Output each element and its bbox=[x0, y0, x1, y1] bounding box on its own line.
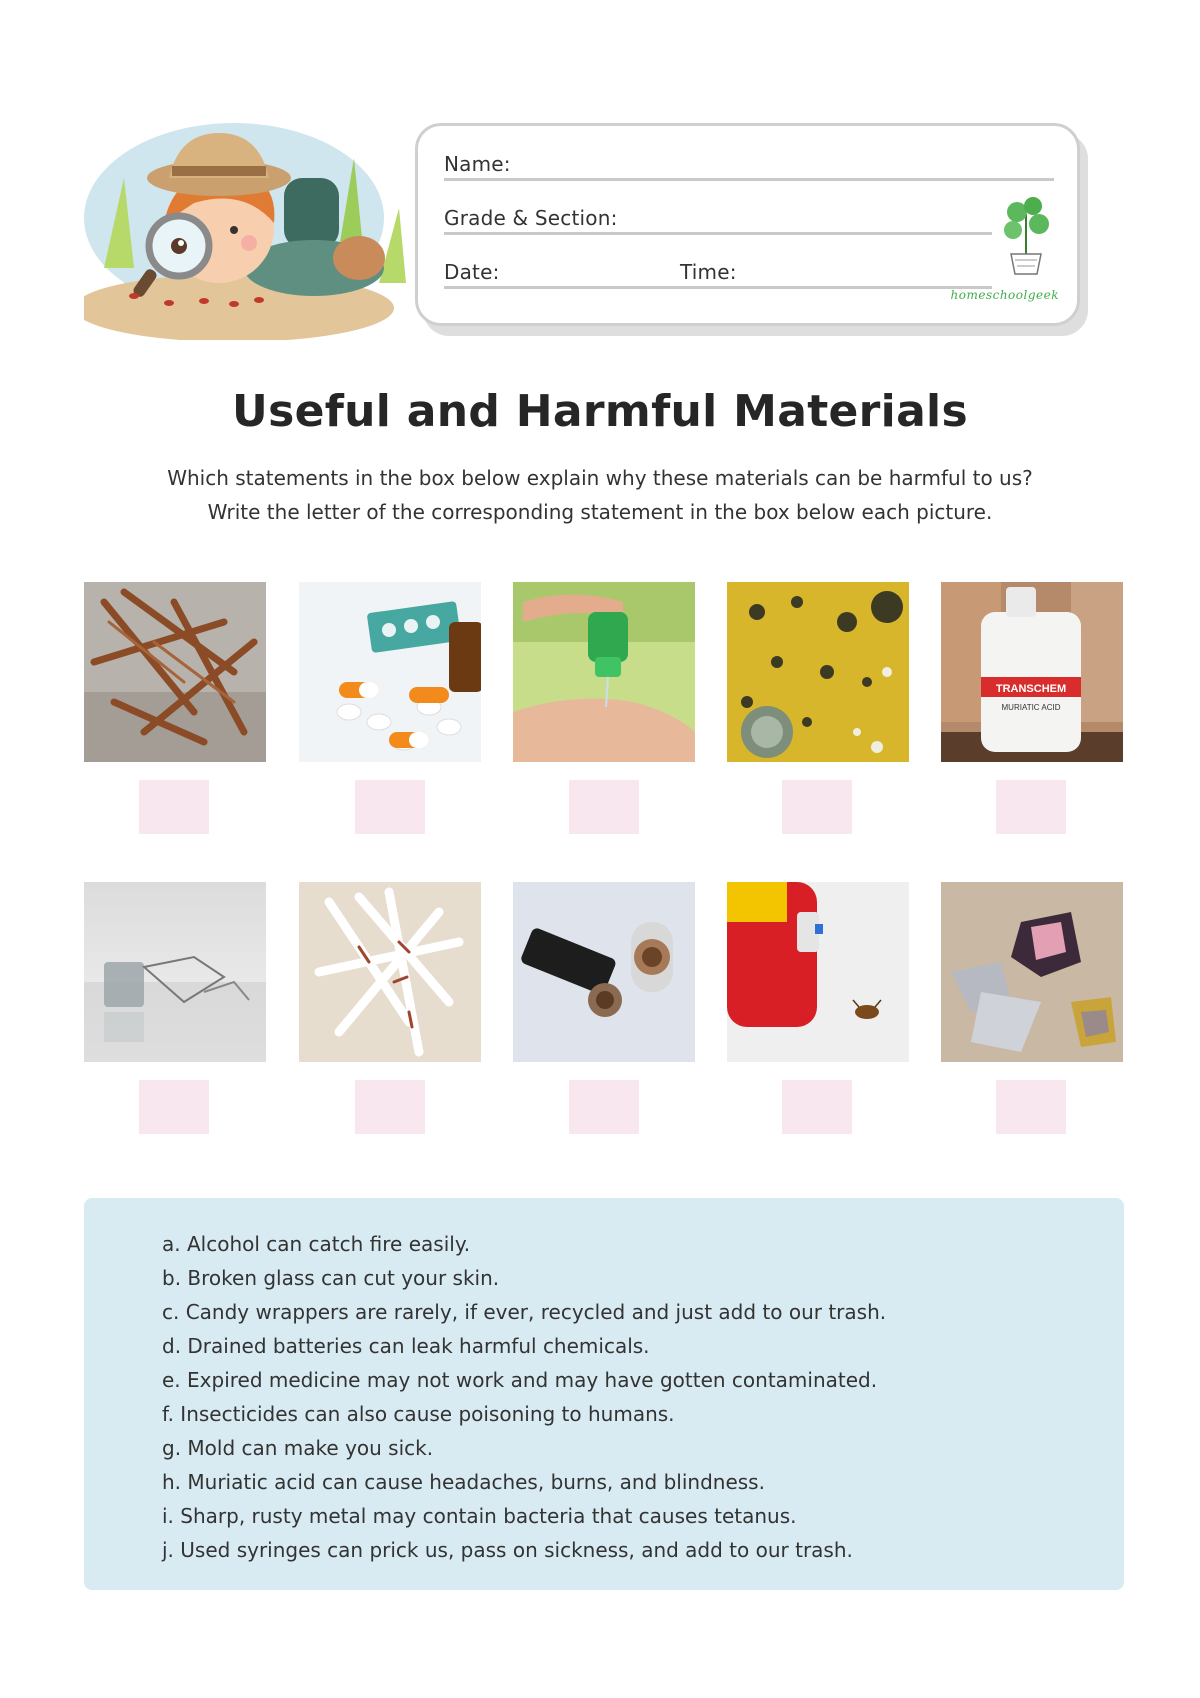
muriatic-acid-icon bbox=[941, 582, 1123, 762]
expired-medicine-icon bbox=[299, 582, 481, 762]
statement-d: d. Drained batteries can leak harmful chemicals. bbox=[162, 1334, 650, 1358]
statement-f: f. Insecticides can also cause poisoning to humans. bbox=[162, 1402, 675, 1426]
grade-section-field[interactable] bbox=[444, 232, 992, 235]
time-label: Time: bbox=[680, 260, 737, 284]
signature-text: homeschoolgeek bbox=[950, 288, 1059, 302]
acid-brand-label: TRANSCHEM bbox=[995, 683, 1067, 695]
answer-box-8[interactable] bbox=[569, 1080, 639, 1134]
student-info-card bbox=[415, 123, 1080, 326]
date-label: Date: bbox=[444, 260, 500, 284]
boy-magnifier-illustration bbox=[84, 118, 424, 340]
statement-g: g. Mold can make you sick. bbox=[162, 1436, 434, 1460]
alcohol-bottle-icon bbox=[513, 582, 695, 762]
answer-box-3[interactable] bbox=[569, 780, 639, 834]
plant-logo-icon bbox=[997, 194, 1055, 276]
answer-box-4[interactable] bbox=[782, 780, 852, 834]
statement-a: a. Alcohol can catch fire easily. bbox=[162, 1232, 471, 1256]
answer-box-1[interactable] bbox=[139, 780, 209, 834]
statement-j: j. Used syringes can prick us, pass on sickness, and add to our trash. bbox=[162, 1538, 853, 1562]
name-field[interactable] bbox=[444, 178, 1054, 181]
acid-product-label: MURIATIC ACID bbox=[1001, 703, 1061, 712]
candy-wrappers-icon bbox=[941, 882, 1123, 1062]
rusty-nails-icon bbox=[84, 582, 266, 762]
answer-box-6[interactable] bbox=[139, 1080, 209, 1134]
worksheet-title: Useful and Harmful Materials bbox=[232, 386, 968, 437]
date-time-field[interactable] bbox=[444, 286, 992, 289]
statements-box bbox=[84, 1198, 1124, 1590]
name-label: Name: bbox=[444, 152, 511, 176]
answer-box-7[interactable] bbox=[355, 1080, 425, 1134]
statement-e: e. Expired medicine may not work and may have gotten contaminated. bbox=[162, 1368, 878, 1392]
grade-section-label: Grade & Section: bbox=[444, 206, 618, 230]
answer-box-9[interactable] bbox=[782, 1080, 852, 1134]
mold-icon bbox=[727, 582, 909, 762]
statement-b: b. Broken glass can cut your skin. bbox=[162, 1266, 500, 1290]
broken-glass-icon bbox=[84, 882, 266, 1062]
answer-box-5[interactable] bbox=[996, 780, 1066, 834]
answer-box-10[interactable] bbox=[996, 1080, 1066, 1134]
instruction-line-1: Which statements in the box below explain why these materials can be harmful to us? bbox=[167, 466, 1033, 490]
statement-c: c. Candy wrappers are rarely, if ever, recycled and just add to our trash. bbox=[162, 1300, 887, 1324]
instruction-line-2: Write the letter of the corresponding statement in the box below each picture. bbox=[207, 500, 993, 524]
statement-h: h. Muriatic acid can cause headaches, burns, and blindness. bbox=[162, 1470, 765, 1494]
answer-box-2[interactable] bbox=[355, 780, 425, 834]
insecticide-spray-icon bbox=[727, 882, 909, 1062]
drained-batteries-icon bbox=[513, 882, 695, 1062]
used-syringes-icon bbox=[299, 882, 481, 1062]
statement-i: i. Sharp, rusty metal may contain bacteria that causes tetanus. bbox=[162, 1504, 797, 1528]
